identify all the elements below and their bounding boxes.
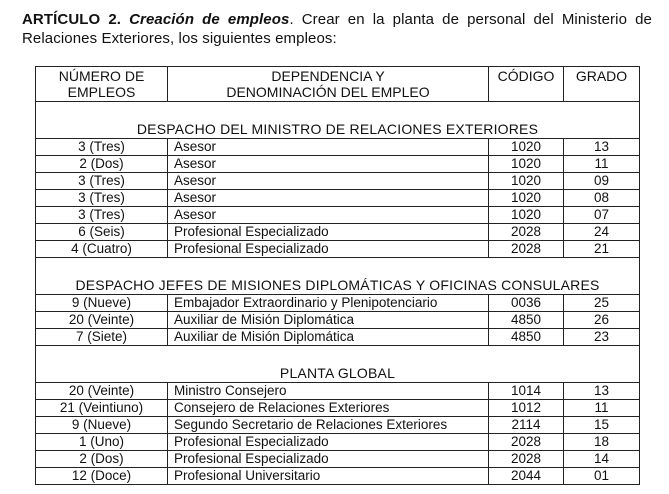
cell-grade: 11 bbox=[564, 156, 640, 173]
table-row bbox=[36, 190, 640, 207]
cell-dependency: Auxiliar de Misión Diplomática bbox=[168, 312, 489, 329]
table-row bbox=[36, 451, 640, 468]
cell-num: 21 (Veintiuno) bbox=[36, 400, 168, 417]
table-row bbox=[36, 224, 640, 241]
table-row bbox=[36, 295, 640, 312]
cell-grade: 23 bbox=[564, 329, 640, 346]
cell-grade: 09 bbox=[564, 173, 640, 190]
cell-num: 3 (Tres) bbox=[36, 207, 168, 224]
cell-code: 0036 bbox=[489, 295, 564, 312]
cell-num: 12 (Doce) bbox=[36, 468, 168, 485]
article-text: . Crear en la planta de personal del Ministerio de Relaciones Exteriores, los siguientes empleos: bbox=[22, 11, 652, 47]
table-row bbox=[36, 383, 640, 400]
cell-code: 1020 bbox=[489, 173, 564, 190]
cell-dependency: Asesor bbox=[168, 173, 489, 190]
cell-num: 20 (Veinte) bbox=[36, 312, 168, 329]
header-num-line2: EMPLEOS bbox=[67, 84, 136, 100]
cell-grade: 26 bbox=[564, 312, 640, 329]
cell-dependency: Profesional Especializado bbox=[168, 241, 489, 258]
cell-dependency: Segundo Secretario de Relaciones Exteriores bbox=[168, 417, 489, 434]
cell-grade: 13 bbox=[564, 139, 640, 156]
cell-code: 1012 bbox=[489, 400, 564, 417]
cell-code: 2028 bbox=[489, 451, 564, 468]
section-title: PLANTA GLOBAL bbox=[36, 346, 640, 383]
section-row bbox=[36, 346, 640, 383]
section-title: DESPACHO DEL MINISTRO DE RELACIONES EXTERIORES bbox=[36, 102, 640, 139]
cell-code: 1014 bbox=[489, 383, 564, 400]
cell-grade: 15 bbox=[564, 417, 640, 434]
cell-dependency: Profesional Universitario bbox=[168, 468, 489, 485]
cell-code: 2044 bbox=[489, 468, 564, 485]
cell-code: 2114 bbox=[489, 417, 564, 434]
table-row bbox=[36, 329, 640, 346]
cell-dependency: Embajador Extraordinario y Plenipotenciario bbox=[168, 295, 489, 312]
header-code: CÓDIGO bbox=[489, 67, 564, 102]
header-num-line1: NÚMERO DE bbox=[58, 68, 145, 84]
cell-dependency: Asesor bbox=[168, 207, 489, 224]
section-title: DESPACHO JEFES DE MISIONES DIPLOMÁTICAS Y OFICINAS CONSULARES bbox=[36, 258, 640, 295]
table-row bbox=[36, 417, 640, 434]
cell-dependency: Profesional Especializado bbox=[168, 224, 489, 241]
cell-num: 2 (Dos) bbox=[36, 451, 168, 468]
cell-code: 2028 bbox=[489, 241, 564, 258]
cell-num: 3 (Tres) bbox=[36, 139, 168, 156]
employment-table bbox=[35, 66, 640, 485]
cell-num: 9 (Nueve) bbox=[36, 295, 168, 312]
table-row bbox=[36, 241, 640, 258]
cell-code: 1020 bbox=[489, 139, 564, 156]
article-title: Creación de empleos bbox=[129, 11, 290, 28]
cell-num: 20 (Veinte) bbox=[36, 383, 168, 400]
table-row bbox=[36, 156, 640, 173]
cell-dependency: Asesor bbox=[168, 139, 489, 156]
table-row bbox=[36, 207, 640, 224]
cell-num: 7 (Siete) bbox=[36, 329, 168, 346]
cell-dependency: Auxiliar de Misión Diplomática bbox=[168, 329, 489, 346]
table-row bbox=[36, 173, 640, 190]
header-num bbox=[36, 67, 168, 102]
cell-dependency: Profesional Especializado bbox=[168, 451, 489, 468]
article-number: ARTÍCULO 2. bbox=[22, 11, 122, 28]
table-row bbox=[36, 312, 640, 329]
cell-grade: 13 bbox=[564, 383, 640, 400]
cell-grade: 08 bbox=[564, 190, 640, 207]
section-row bbox=[36, 258, 640, 295]
cell-code: 2028 bbox=[489, 224, 564, 241]
cell-grade: 21 bbox=[564, 241, 640, 258]
cell-code: 1020 bbox=[489, 207, 564, 224]
cell-code: 1020 bbox=[489, 156, 564, 173]
header-dep-line2: DENOMINACIÓN DEL EMPLEO bbox=[226, 84, 430, 100]
cell-dependency: Asesor bbox=[168, 156, 489, 173]
cell-num: 1 (Uno) bbox=[36, 434, 168, 451]
cell-grade: 11 bbox=[564, 400, 640, 417]
cell-num: 6 (Seis) bbox=[36, 224, 168, 241]
table-header-row bbox=[36, 67, 640, 102]
cell-code: 4850 bbox=[489, 312, 564, 329]
header-dep-line1: DEPENDENCIA Y bbox=[271, 68, 385, 84]
cell-num: 9 (Nueve) bbox=[36, 417, 168, 434]
cell-grade: 18 bbox=[564, 434, 640, 451]
cell-dependency: Asesor bbox=[168, 190, 489, 207]
cell-num: 2 (Dos) bbox=[36, 156, 168, 173]
table-row bbox=[36, 468, 640, 485]
table-row bbox=[36, 434, 640, 451]
article-paragraph bbox=[22, 10, 652, 48]
cell-grade: 01 bbox=[564, 468, 640, 485]
cell-code: 4850 bbox=[489, 329, 564, 346]
header-grade: GRADO bbox=[564, 67, 640, 102]
cell-dependency: Ministro Consejero bbox=[168, 383, 489, 400]
header-dep bbox=[168, 67, 489, 102]
cell-num: 3 (Tres) bbox=[36, 173, 168, 190]
section-row bbox=[36, 102, 640, 139]
cell-dependency: Consejero de Relaciones Exteriores bbox=[168, 400, 489, 417]
table-row bbox=[36, 139, 640, 156]
cell-dependency: Profesional Especializado bbox=[168, 434, 489, 451]
cell-num: 4 (Cuatro) bbox=[36, 241, 168, 258]
cell-grade: 07 bbox=[564, 207, 640, 224]
table-body bbox=[36, 102, 640, 485]
cell-grade: 14 bbox=[564, 451, 640, 468]
cell-grade: 24 bbox=[564, 224, 640, 241]
cell-code: 1020 bbox=[489, 190, 564, 207]
cell-code: 2028 bbox=[489, 434, 564, 451]
cell-grade: 25 bbox=[564, 295, 640, 312]
table-row bbox=[36, 400, 640, 417]
cell-num: 3 (Tres) bbox=[36, 190, 168, 207]
